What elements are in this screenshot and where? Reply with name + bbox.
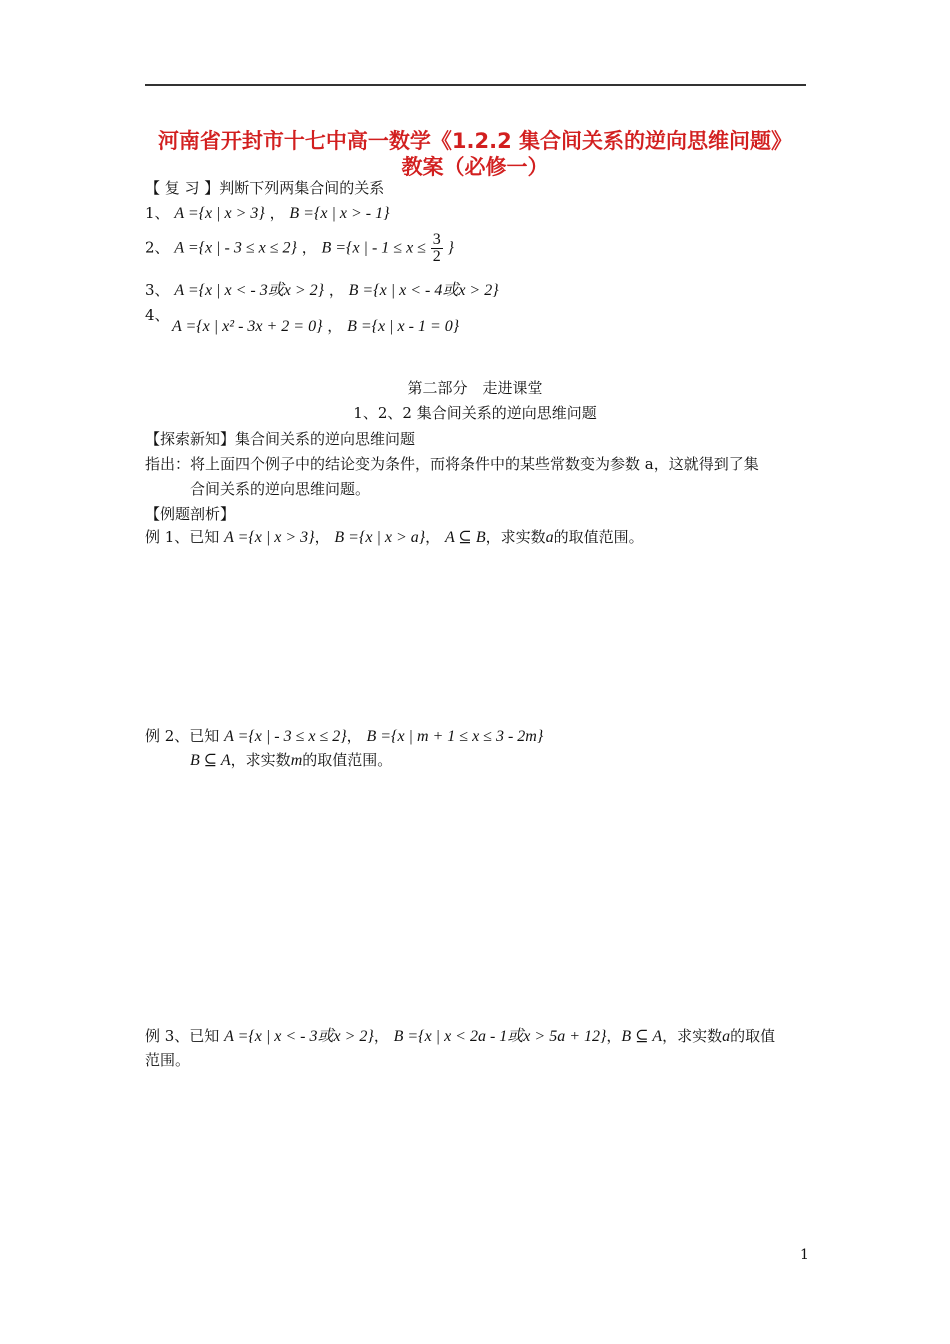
item-number: 2、 <box>145 238 170 257</box>
document-title-line1: 河南省开封市十七中高一数学《1.2.2 集合间关系的逆向思维问题》 <box>157 129 793 153</box>
fraction-denominator: 2 <box>432 248 441 265</box>
set-a: A ={x | x² - 3x + 2 = 0} <box>172 318 323 335</box>
separator: ， <box>314 528 330 546</box>
part2-heading: 第二部分 走进课堂 <box>407 379 543 397</box>
question-end: 的取值范围。 <box>553 528 644 546</box>
parameter: a <box>722 1028 731 1045</box>
point-line1: 指出：将上面四个例子中的结论变为条件，而将条件中的某些常数变为参数 a，这就得到了集 <box>145 455 759 473</box>
set-a: A ={x | x > 3} <box>224 529 315 546</box>
subset-relation: B ⊆ A <box>621 1028 663 1045</box>
review-item-4 <box>172 315 459 336</box>
set-a: A ={x | x < - 3或x > 2} <box>224 1028 374 1045</box>
example-2 <box>145 725 543 746</box>
separator: ， <box>346 727 362 745</box>
set-a: A ={x | x < - 3或x > 2} <box>174 282 325 299</box>
subset-relation: A ⊆ B <box>444 529 486 546</box>
set-b: B ={x | x > - 1} <box>289 205 390 222</box>
fraction-three-halves <box>431 232 443 265</box>
separator: ， <box>328 281 344 299</box>
set-b-suffix: } <box>447 239 454 257</box>
fraction-numerator: 3 <box>432 231 441 248</box>
separator: ， <box>373 1027 389 1045</box>
review-label: 【 复 习 】判断下列两集合间的关系 <box>145 179 385 197</box>
review-item-2 <box>145 232 454 265</box>
example-3-line2: 范围。 <box>145 1051 191 1069</box>
set-b: B ={x | x < - 4或x > 2} <box>348 282 499 299</box>
question: ，求实数 <box>662 1027 723 1045</box>
item-number: 3、 <box>145 281 170 299</box>
review-item-4-number: 4、 <box>145 306 170 324</box>
set-b: B ={x | x < 2a - 1或x > 5a + 12} <box>393 1028 607 1045</box>
example-prefix: 例 3、已知 <box>145 1027 225 1045</box>
set-a: A ={x | x > 3} <box>174 205 265 222</box>
explore-label: 【探索新知】集合间关系的逆向思维问题 <box>145 430 416 448</box>
set-b: B ={x | x > a} <box>334 529 426 546</box>
point-line2: 合间关系的逆向思维问题。 <box>190 480 371 498</box>
set-b: B ={x | x - 1 = 0} <box>347 318 460 335</box>
separator: ， <box>301 238 317 257</box>
set-b-prefix: B ={x | - 1 ≤ x ≤ <box>321 239 426 257</box>
parameter: m <box>290 752 303 769</box>
separator: ， <box>425 528 441 546</box>
separator: ， <box>269 204 285 222</box>
set-a: A ={x | - 3 ≤ x ≤ 2} <box>224 728 347 745</box>
part2-subheading: 1、2、2 集合间关系的逆向思维问题 <box>353 404 597 422</box>
question: ，求实数 <box>485 528 546 546</box>
example-1 <box>145 526 644 547</box>
examples-label: 【例题剖析】 <box>145 505 236 523</box>
example-3 <box>145 1023 775 1046</box>
item-number: 1、 <box>145 204 170 222</box>
set-a: A ={x | - 3 ≤ x ≤ 2} <box>174 239 297 257</box>
parameter: a <box>545 529 554 546</box>
subset-relation: B ⊆ A <box>190 752 231 769</box>
example-prefix: 例 1、已知 <box>145 528 225 546</box>
example-prefix: 例 2、已知 <box>145 727 225 745</box>
question-end: 的取值范围。 <box>302 751 393 769</box>
review-item-3 <box>145 277 499 300</box>
document-title-line2: 教案（必修一） <box>401 155 549 179</box>
review-item-1 <box>145 202 389 223</box>
example-2-question <box>190 749 392 770</box>
separator: ， <box>606 1027 622 1045</box>
separator: ， <box>327 317 343 335</box>
question-end: 的取值 <box>730 1027 776 1045</box>
header-rule <box>145 84 806 86</box>
page-number: 1 <box>800 1247 809 1263</box>
set-b: B ={x | m + 1 ≤ x ≤ 3 - 2m} <box>366 728 544 745</box>
question: ，求实数 <box>230 751 291 769</box>
